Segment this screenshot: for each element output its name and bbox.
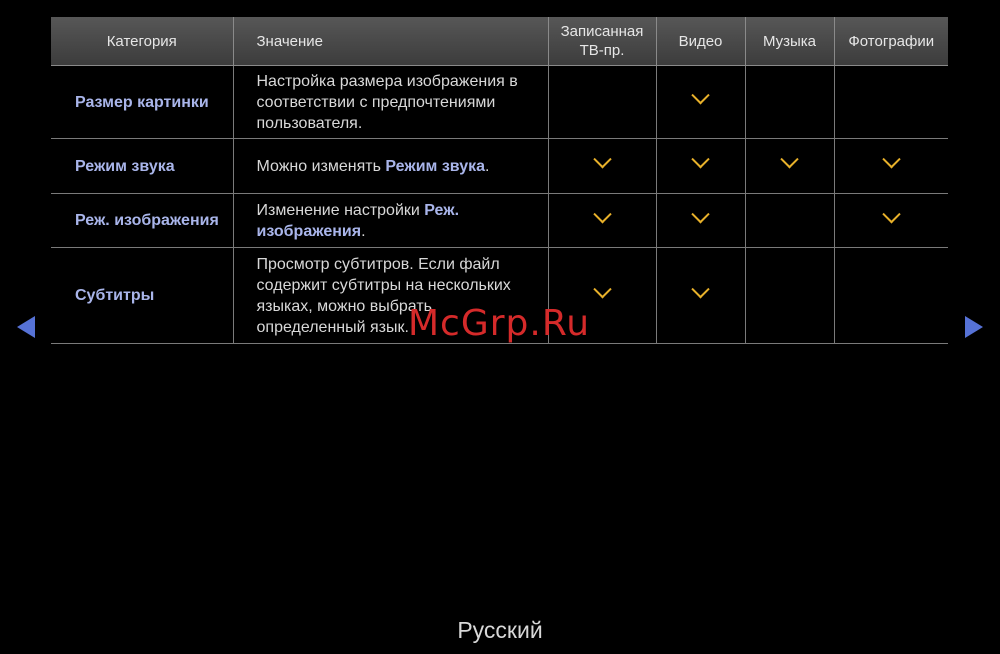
- prev-page-arrow-icon[interactable]: [17, 316, 35, 338]
- check-icon: [593, 205, 611, 223]
- value-text: Изменение настройки: [256, 201, 425, 219]
- value-cell: [233, 194, 548, 248]
- header-value: Значение: [233, 17, 548, 66]
- check-cell: [656, 248, 745, 344]
- check-icon: [593, 150, 611, 168]
- check-icon: [691, 205, 709, 223]
- check-icon: [691, 150, 709, 168]
- check-cell: [745, 194, 834, 248]
- table-row: [51, 194, 948, 248]
- next-page-arrow-icon[interactable]: [965, 316, 983, 338]
- value-text: Настройка размера изображения в соответствии с предпочтениями пользователя.: [256, 72, 518, 132]
- check-cell: [834, 194, 948, 248]
- value-text: Можно изменять: [256, 157, 386, 175]
- header-video: Видео: [656, 17, 745, 66]
- check-cell: [548, 194, 656, 248]
- header-photos: Фотографии: [834, 17, 948, 66]
- value-text: .: [485, 157, 490, 175]
- table-row: [51, 66, 948, 139]
- value-text: .: [361, 222, 366, 240]
- check-icon: [780, 150, 798, 168]
- check-cell: [656, 66, 745, 139]
- value-text: Просмотр субтитров. Если файл содержит субтитры на нескольких языках, можно выбрать определенный язык.: [256, 255, 511, 336]
- check-icon: [691, 280, 709, 298]
- watermark: McGrp.Ru: [408, 303, 591, 344]
- settings-table: [51, 17, 948, 344]
- category-cell: Реж. изображения: [51, 194, 233, 248]
- category-cell: Режим звука: [51, 139, 233, 194]
- value-cell: [233, 139, 548, 194]
- category-cell: Размер картинки: [51, 66, 233, 139]
- header-recorded-tv: Записанная ТВ-пр.: [548, 17, 656, 66]
- check-cell: [745, 248, 834, 344]
- category-cell: Субтитры: [51, 248, 233, 344]
- check-cell: [745, 66, 834, 139]
- language-label: Русский: [457, 617, 543, 643]
- check-cell: [656, 139, 745, 194]
- check-cell: [834, 248, 948, 344]
- check-cell: [834, 66, 948, 139]
- check-icon: [691, 86, 709, 104]
- table-header-row: [51, 17, 948, 66]
- check-icon: [593, 280, 611, 298]
- value-highlight: Режим звука: [385, 157, 486, 175]
- check-cell: [834, 139, 948, 194]
- check-icon: [882, 205, 900, 223]
- check-icon: [882, 150, 900, 168]
- check-cell: [548, 139, 656, 194]
- check-cell: [548, 66, 656, 139]
- header-category: Категория: [51, 17, 233, 66]
- check-cell: [745, 139, 834, 194]
- header-music: Музыка: [745, 17, 834, 66]
- value-cell: [233, 66, 548, 139]
- table-row: [51, 139, 948, 194]
- check-cell: [656, 194, 745, 248]
- value-highlight: Реж. изображения: [256, 201, 460, 240]
